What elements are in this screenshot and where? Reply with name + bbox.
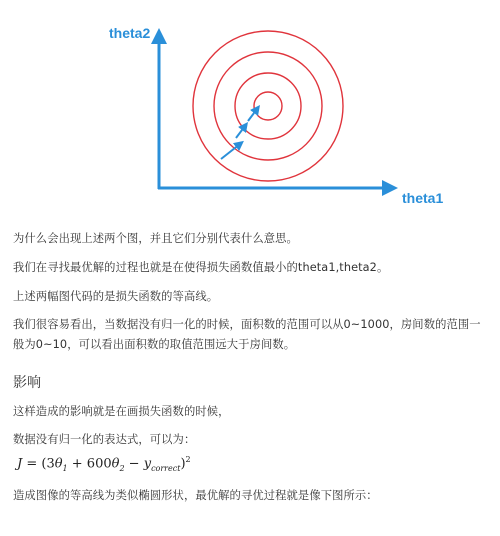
- formula-close: ): [180, 456, 186, 472]
- formula-theta-2: θ: [111, 456, 120, 472]
- paragraph-ellipse: 造成图像的等高线为类似椭圆形状，最优解的寻优过程就是像下图所示：: [13, 489, 378, 502]
- formula-eq: = (3: [22, 456, 55, 472]
- loss-formula: [17, 455, 191, 473]
- paragraph-ranges: 我们很容易看出，当数据没有归一化的时候，面积数的范围可以从0~1000，房间数的范围一般为0~10，可以看出面积数的取值范围远大于房间数。: [13, 318, 481, 351]
- contour-ring-2: [235, 73, 301, 139]
- formula-minus-y: − y: [124, 456, 152, 472]
- contour-ring-3: [214, 52, 322, 160]
- y-axis-arrow-icon: [151, 28, 167, 44]
- formula-sub-1: 1: [62, 463, 68, 473]
- gradient-step-arrow-3: [248, 109, 257, 121]
- x-axis-label: theta1: [402, 190, 444, 206]
- y-axis-label: theta2: [109, 25, 151, 41]
- contour-ring-1: [254, 92, 282, 120]
- x-axis-arrow-icon: [382, 180, 398, 196]
- paragraph-effect: 这样造成的影响就是在画损失函数的时候，: [13, 405, 230, 418]
- paragraph-contour: 上述两幅图代码的是损失函数的等高线。: [13, 290, 219, 303]
- formula-power: 2: [185, 455, 191, 464]
- formula-sub-2: 2: [119, 463, 125, 473]
- paragraph-expression: 数据没有归一化的表达式，可以为：: [13, 433, 196, 446]
- formula-theta-1: θ: [54, 456, 63, 472]
- contour-figure: [0, 0, 500, 222]
- contour-ring-4: [193, 31, 343, 181]
- paragraph-question: 为什么会出现上述两个图，并且它们分别代表什么意思。: [13, 232, 298, 245]
- contour-plot: [0, 0, 500, 222]
- formula-plus: + 600: [67, 456, 112, 472]
- section-heading: 影响: [13, 375, 41, 391]
- formula-lhs: J: [17, 456, 23, 472]
- gradient-step-arrow-2: [236, 126, 245, 138]
- formula-sub-correct: correct: [151, 463, 181, 473]
- paragraph-optimum: 我们在寻找最优解的过程也就是在使得损失函数值最小的theta1,theta2。: [13, 261, 389, 274]
- gradient-step-arrow-1: [221, 144, 240, 159]
